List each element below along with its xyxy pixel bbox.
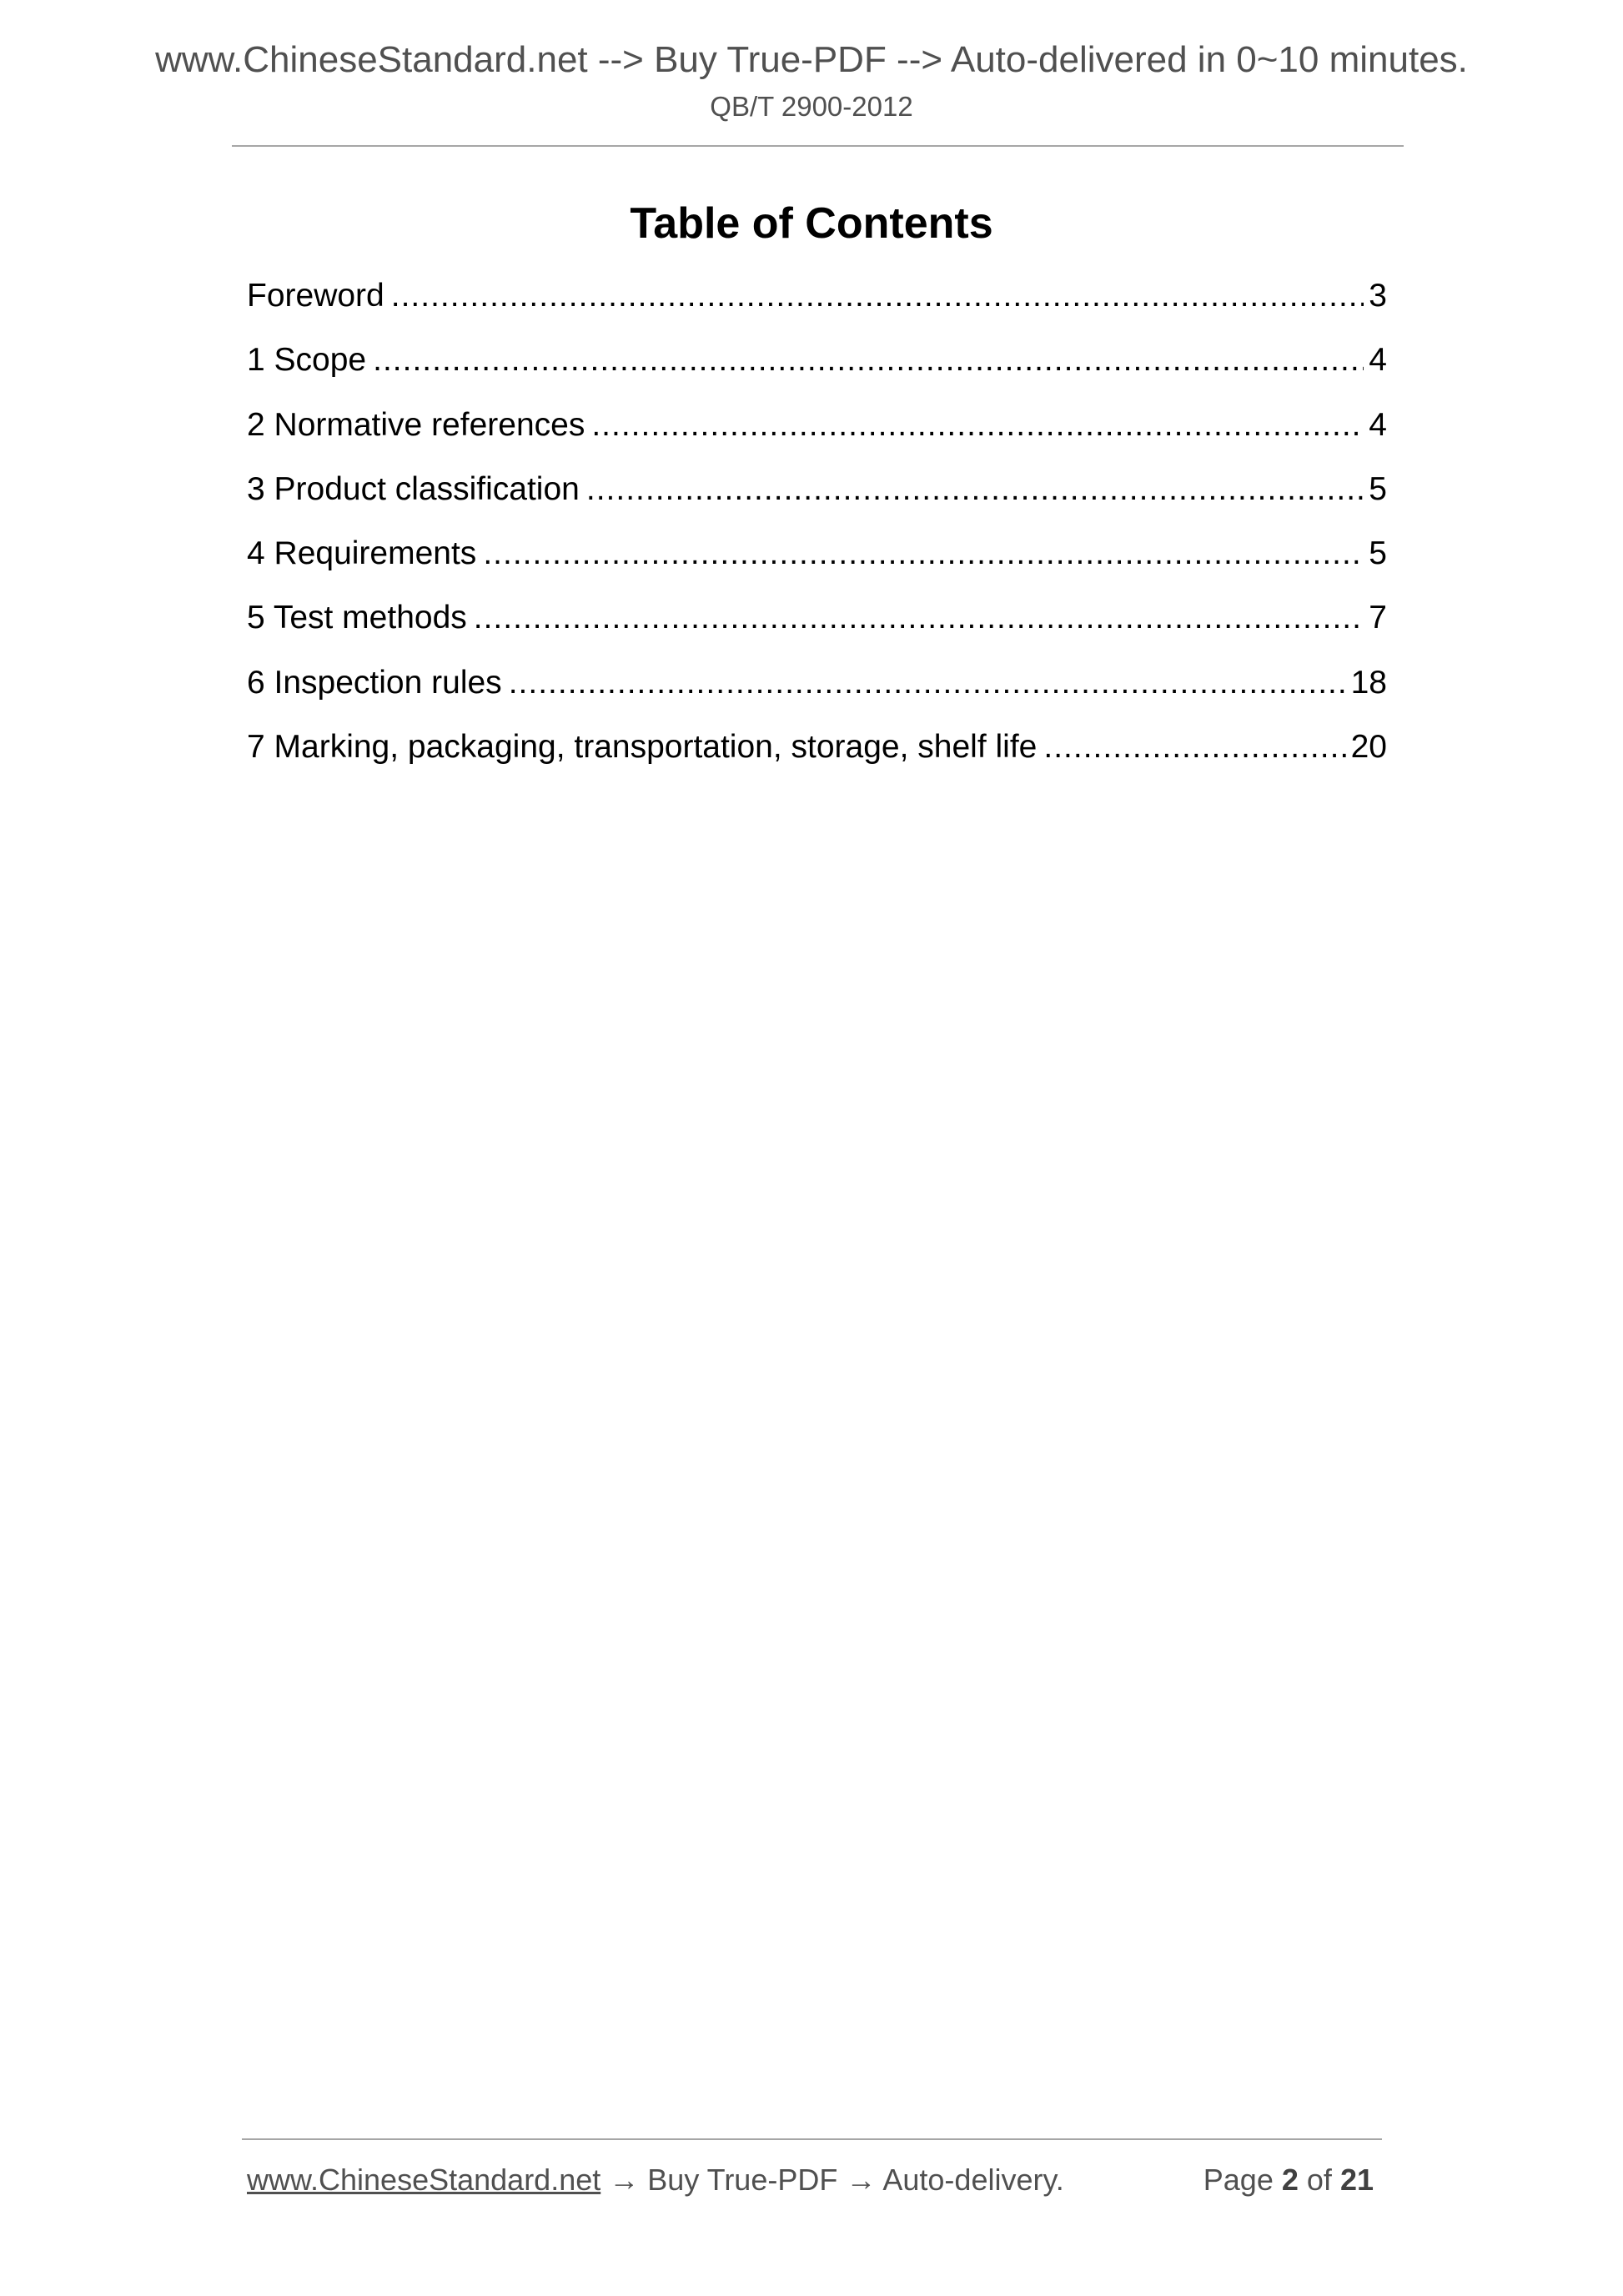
toc-entry-page-number: 3 xyxy=(1369,278,1387,314)
toc-entry-page-number: 20 xyxy=(1350,729,1387,766)
footer-divider xyxy=(242,2138,1382,2140)
toc-dot-leader xyxy=(586,470,1364,510)
toc-dot-leader xyxy=(391,277,1364,316)
toc-dot-leader xyxy=(474,599,1364,638)
toc-entry-marking-packaging[interactable] xyxy=(247,728,1387,792)
arrow-right-icon: → xyxy=(846,2163,877,2197)
toc-entry-normative-references[interactable] xyxy=(247,406,1387,470)
page-label: Page xyxy=(1203,2163,1274,2197)
of-label: of xyxy=(1306,2163,1332,2197)
toc-entry-label: 5 Test methods xyxy=(247,600,467,636)
toc-entry-label: 6 Inspection rules xyxy=(247,664,502,701)
table-of-contents xyxy=(247,277,1387,792)
toc-entry-page-number: 4 xyxy=(1369,406,1387,443)
toc-dot-leader xyxy=(1043,728,1345,767)
footer-website-link[interactable]: www.ChineseStandard.net xyxy=(247,2163,601,2197)
toc-entry-product-classification[interactable] xyxy=(247,470,1387,535)
toc-entry-requirements[interactable] xyxy=(247,535,1387,599)
toc-entry-label: 3 Product classification xyxy=(247,470,580,507)
toc-entry-page-number: 5 xyxy=(1369,470,1387,507)
toc-entry-label: Foreword xyxy=(247,278,384,314)
toc-dot-leader xyxy=(509,664,1346,703)
header-banner: www.ChineseStandard.net --> Buy True-PDF --> Auto-delivered in 0~10 minutes. xyxy=(155,39,1468,80)
toc-entry-label: 2 Normative references xyxy=(247,406,585,443)
toc-entry-label: 1 Scope xyxy=(247,342,367,379)
page-indicator xyxy=(1203,2163,1374,2197)
toc-entry-page-number: 18 xyxy=(1350,664,1387,701)
toc-entry-page-number: 5 xyxy=(1369,535,1387,572)
toc-dot-leader xyxy=(483,535,1364,574)
toc-entry-page-number: 4 xyxy=(1369,342,1387,379)
toc-entry-foreword[interactable] xyxy=(247,277,1387,341)
current-page-number: 2 xyxy=(1281,2163,1299,2197)
arrow-right-icon: → xyxy=(609,2163,640,2197)
toc-entry-scope[interactable] xyxy=(247,341,1387,405)
total-page-count: 21 xyxy=(1339,2163,1374,2197)
footer-promo xyxy=(247,2163,1064,2197)
header-divider xyxy=(232,145,1404,147)
footer-delivery-text: Auto-delivery. xyxy=(882,2163,1064,2197)
toc-entry-page-number: 7 xyxy=(1369,600,1387,636)
toc-entry-test-methods[interactable] xyxy=(247,599,1387,663)
toc-entry-inspection-rules[interactable] xyxy=(247,664,1387,728)
toc-title: Table of Contents xyxy=(630,199,993,248)
standard-code: QB/T 2900-2012 xyxy=(710,91,913,122)
toc-dot-leader xyxy=(591,406,1364,445)
toc-dot-leader xyxy=(373,341,1364,380)
footer-buy-text: Buy True-PDF xyxy=(647,2163,838,2197)
toc-entry-label: 7 Marking, packaging, transportation, storage, shelf life xyxy=(247,729,1038,766)
toc-entry-label: 4 Requirements xyxy=(247,535,477,572)
